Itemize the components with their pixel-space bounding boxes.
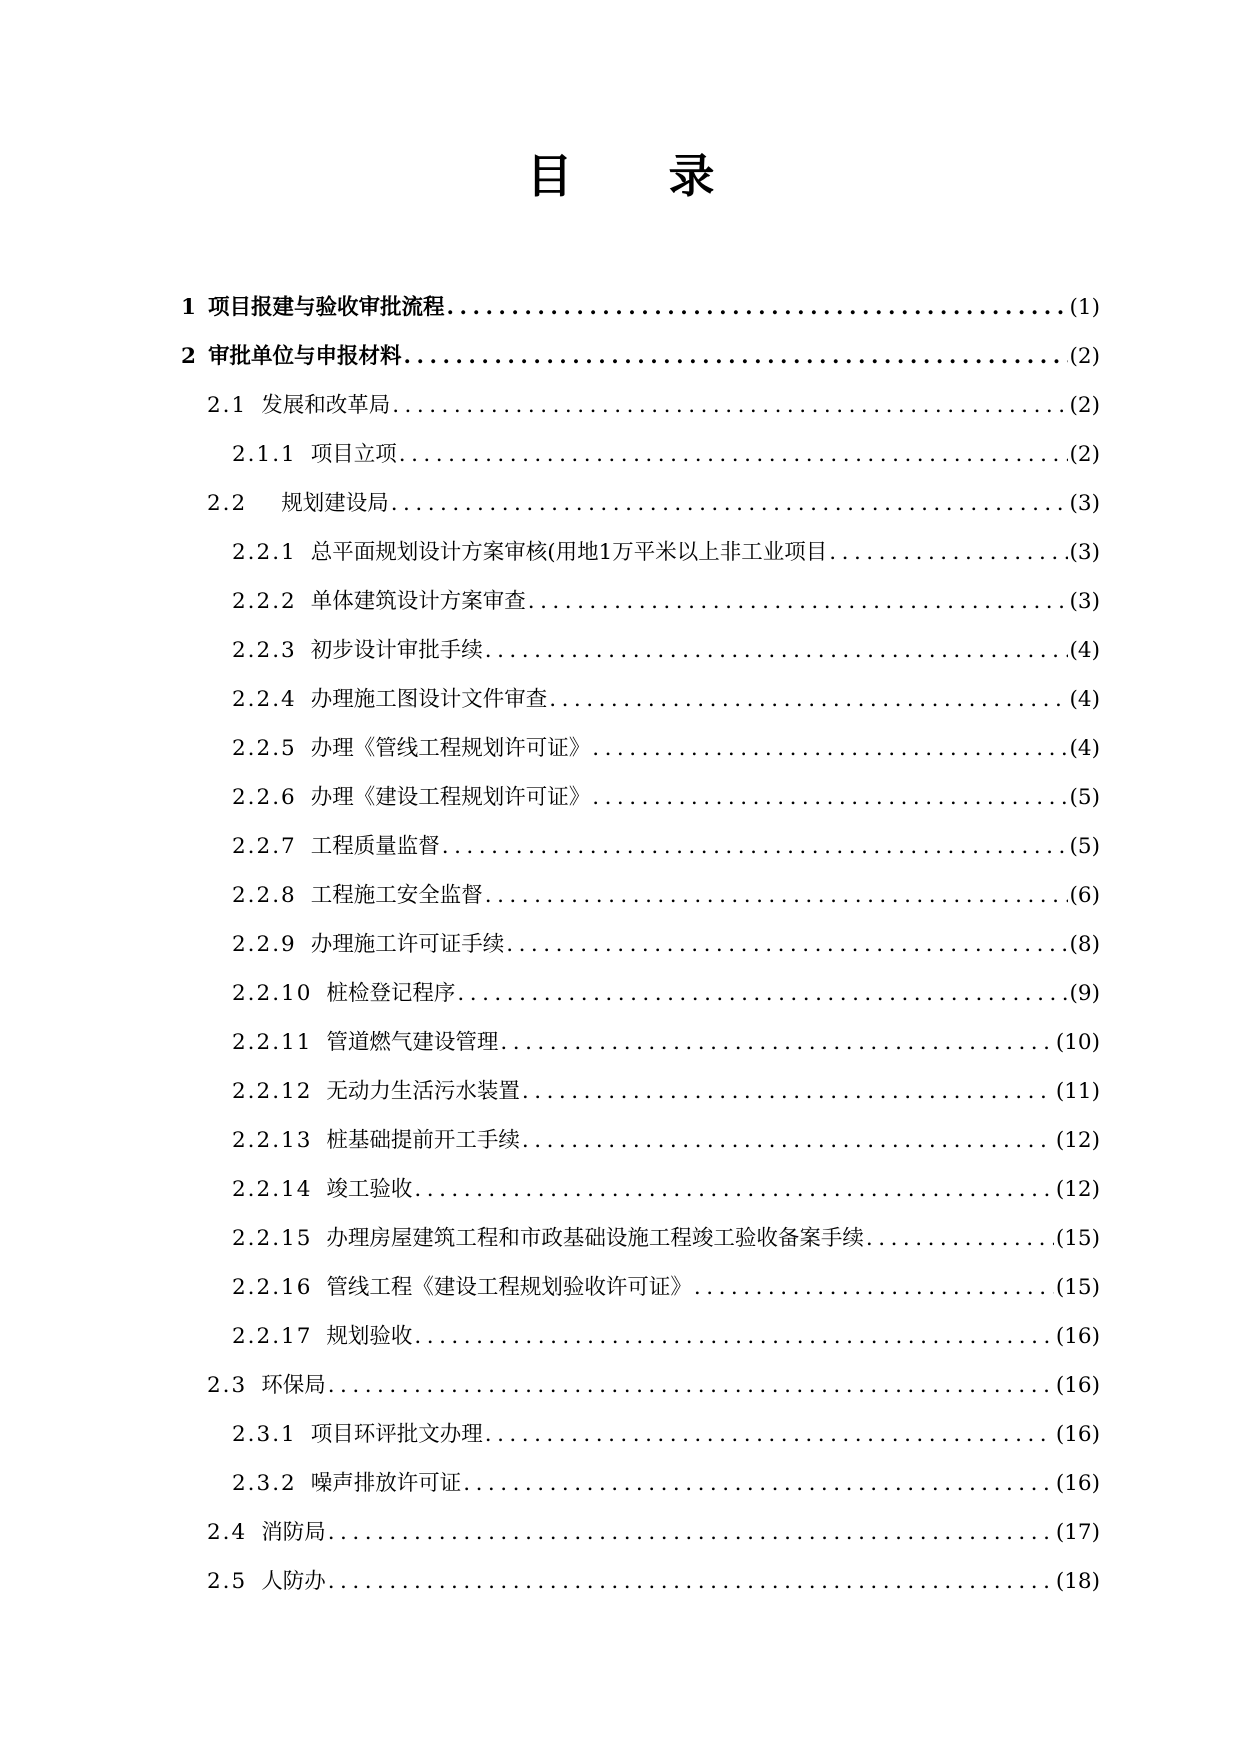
toc-entry[interactable]	[0, 724, 1241, 773]
toc-entry-title: 项目环评批文办理	[310, 1421, 483, 1447]
toc-entry-number: 2.1.1	[232, 441, 297, 467]
dot-leader	[485, 636, 1068, 666]
toc-entry-page: (2)	[1069, 392, 1100, 418]
toc-entry-title: 办理《建设工程规划许可证》	[310, 784, 591, 810]
dot-leader	[522, 1077, 1054, 1107]
toc-entry-number: 2.2.7	[232, 833, 297, 859]
toc-entry[interactable]	[0, 1263, 1241, 1312]
toc-entry-number: 2.2.9	[232, 931, 297, 957]
toc-entry-number: 2.3	[207, 1372, 248, 1398]
dot-leader	[414, 1322, 1053, 1352]
toc-entry[interactable]	[0, 528, 1241, 577]
toc-entry-number: 2.2.4	[232, 686, 297, 712]
toc-entry-title: 办理施工图设计文件审查	[310, 686, 548, 712]
dot-leader	[414, 1175, 1053, 1205]
toc-entry-title: 工程施工安全监督	[310, 882, 483, 908]
toc-entry[interactable]	[0, 1410, 1241, 1459]
toc-entry-page: (18)	[1055, 1568, 1100, 1594]
toc-entry-title: 单体建筑设计方案审查	[310, 588, 526, 614]
dot-leader	[392, 391, 1067, 421]
toc-entry-page: (6)	[1069, 882, 1100, 908]
toc-entry-page: (2)	[1069, 343, 1100, 369]
toc-entry-number: 2.2.10	[232, 980, 313, 1006]
toc-entry-title: 桩检登记程序	[326, 980, 456, 1006]
toc-entry-number: 2.2.15	[232, 1225, 313, 1251]
toc-entry-page: (10)	[1055, 1029, 1100, 1055]
dot-leader	[592, 734, 1067, 764]
toc-entry-page: (1)	[1069, 294, 1100, 320]
toc-entry-title: 总平面规划设计方案审核(用地1万平米以上非工业项目	[310, 539, 828, 565]
toc-entry-title: 竣工验收	[326, 1176, 413, 1202]
toc-entry[interactable]	[0, 332, 1241, 381]
toc-entry-title: 办理施工许可证手续	[310, 931, 505, 957]
toc-entry-page: (12)	[1055, 1127, 1100, 1153]
toc-entry[interactable]	[0, 871, 1241, 920]
toc-entry-page: (2)	[1069, 441, 1100, 467]
toc-entry[interactable]	[0, 381, 1241, 430]
toc-entry[interactable]	[0, 1312, 1241, 1361]
toc-entry-title: 规划验收	[326, 1323, 413, 1349]
table-of-contents	[0, 283, 1241, 1606]
toc-entry-page: (3)	[1069, 588, 1100, 614]
toc-entry-page: (5)	[1069, 833, 1100, 859]
dot-leader	[328, 1567, 1054, 1597]
toc-entry-title: 项目立项	[310, 441, 397, 467]
toc-entry[interactable]	[0, 773, 1241, 822]
dot-leader	[446, 293, 1067, 323]
toc-entry-page: (3)	[1069, 490, 1100, 516]
toc-entry-page: (5)	[1069, 784, 1100, 810]
toc-entry-number: 2.2.12	[232, 1078, 313, 1104]
toc-entry-title: 桩基础提前开工手续	[326, 1127, 520, 1153]
toc-entry[interactable]	[0, 1116, 1241, 1165]
toc-entry-number: 2.2.8	[232, 882, 297, 908]
dot-leader	[328, 1371, 1054, 1401]
toc-entry-number: 2.2.1	[232, 539, 297, 565]
toc-entry-number: 2.2.6	[232, 784, 297, 810]
toc-entry-number: 2	[181, 343, 198, 369]
toc-entry-page: (16)	[1055, 1323, 1100, 1349]
toc-entry-number: 2.3.2	[232, 1470, 297, 1496]
toc-entry-page: (12)	[1055, 1176, 1100, 1202]
toc-entry-page: (16)	[1055, 1470, 1100, 1496]
dot-leader	[592, 783, 1067, 813]
toc-entry[interactable]	[0, 1067, 1241, 1116]
toc-entry-number: 2.2.16	[232, 1274, 313, 1300]
toc-entry-title: 消防局	[261, 1519, 326, 1545]
toc-entry-number: 2.5	[207, 1568, 248, 1594]
toc-entry-title: 发展和改革局	[261, 392, 391, 418]
toc-entry-title: 噪声排放许可证	[310, 1470, 462, 1496]
toc-entry-title: 人防办	[261, 1568, 326, 1594]
toc-entry-number: 2.1	[207, 392, 248, 418]
toc-entry-number: 2.2.13	[232, 1127, 313, 1153]
dot-leader	[549, 685, 1067, 715]
toc-entry-title: 环保局	[261, 1372, 326, 1398]
dot-leader	[399, 440, 1068, 470]
toc-entry-number: 2.2	[207, 490, 248, 516]
toc-entry-page: (16)	[1055, 1372, 1100, 1398]
toc-entry-page: (15)	[1055, 1274, 1100, 1300]
toc-entry-title: 无动力生活污水装置	[326, 1078, 520, 1104]
toc-entry-page: (8)	[1069, 931, 1100, 957]
dot-leader	[506, 930, 1067, 960]
toc-entry[interactable]	[0, 1508, 1241, 1557]
toc-entry-title: 管道燃气建设管理	[326, 1029, 499, 1055]
toc-entry[interactable]	[0, 283, 1241, 332]
toc-entry-number: 2.2.2	[232, 588, 297, 614]
toc-entry[interactable]	[0, 1557, 1241, 1606]
toc-entry[interactable]	[0, 1165, 1241, 1214]
toc-entry[interactable]	[0, 1018, 1241, 1067]
toc-entry-page: (4)	[1069, 686, 1100, 712]
toc-entry-title: 工程质量监督	[310, 833, 440, 859]
toc-entry-title: 初步设计审批手续	[310, 637, 483, 663]
dot-leader	[528, 587, 1068, 617]
toc-entry-title: 办理房屋建筑工程和市政基础设施工程竣工验收备案手续	[326, 1225, 864, 1251]
toc-entry-page: (9)	[1069, 980, 1100, 1006]
toc-entry-number: 2.3.1	[232, 1421, 297, 1447]
toc-entry-page: (15)	[1055, 1225, 1100, 1251]
toc-entry-page: (4)	[1069, 735, 1100, 761]
toc-entry[interactable]	[0, 1361, 1241, 1410]
toc-entry[interactable]	[0, 675, 1241, 724]
dot-leader	[457, 979, 1067, 1009]
toc-entry-title: 规划建设局	[281, 490, 389, 516]
dot-leader	[391, 489, 1068, 519]
toc-entry-title: 审批单位与申报材料	[207, 343, 402, 369]
toc-entry[interactable]	[0, 822, 1241, 871]
toc-entry-page: (4)	[1069, 637, 1100, 663]
toc-entry-title: 办理《管线工程规划许可证》	[310, 735, 591, 761]
toc-entry-number: 2.2.17	[232, 1323, 313, 1349]
toc-entry[interactable]	[0, 479, 1241, 528]
toc-entry-number: 2.2.3	[232, 637, 297, 663]
toc-entry[interactable]	[0, 969, 1241, 1018]
dot-leader	[328, 1518, 1054, 1548]
toc-entry-title: 管线工程《建设工程规划验收许可证》	[326, 1274, 692, 1300]
toc-entry-number: 2.2.14	[232, 1176, 313, 1202]
toc-entry-page: (11)	[1055, 1078, 1100, 1104]
page-title: 目 录	[526, 149, 755, 203]
toc-entry-page: (3)	[1069, 539, 1100, 565]
dot-leader	[522, 1126, 1054, 1156]
dot-leader	[500, 1028, 1053, 1058]
toc-entry[interactable]	[0, 626, 1241, 675]
dot-leader	[403, 342, 1067, 372]
dot-leader	[442, 832, 1068, 862]
dot-leader	[829, 538, 1067, 568]
toc-entry[interactable]	[0, 577, 1241, 626]
dot-leader	[463, 1469, 1054, 1499]
toc-entry-number: 2.2.11	[232, 1029, 313, 1055]
dot-leader	[694, 1273, 1054, 1303]
toc-entry[interactable]	[0, 1214, 1241, 1263]
toc-entry-page: (16)	[1055, 1421, 1100, 1447]
toc-entry[interactable]	[0, 1459, 1241, 1508]
toc-entry-number: 2.4	[207, 1519, 248, 1545]
toc-entry-page: (17)	[1055, 1519, 1100, 1545]
dot-leader	[485, 881, 1068, 911]
dot-leader	[866, 1224, 1054, 1254]
toc-entry-number: 1	[181, 294, 198, 320]
toc-entry[interactable]	[0, 430, 1241, 479]
dot-leader	[485, 1420, 1054, 1450]
toc-entry[interactable]	[0, 920, 1241, 969]
toc-entry-title: 项目报建与验收审批流程	[207, 294, 445, 320]
toc-entry-number: 2.2.5	[232, 735, 297, 761]
